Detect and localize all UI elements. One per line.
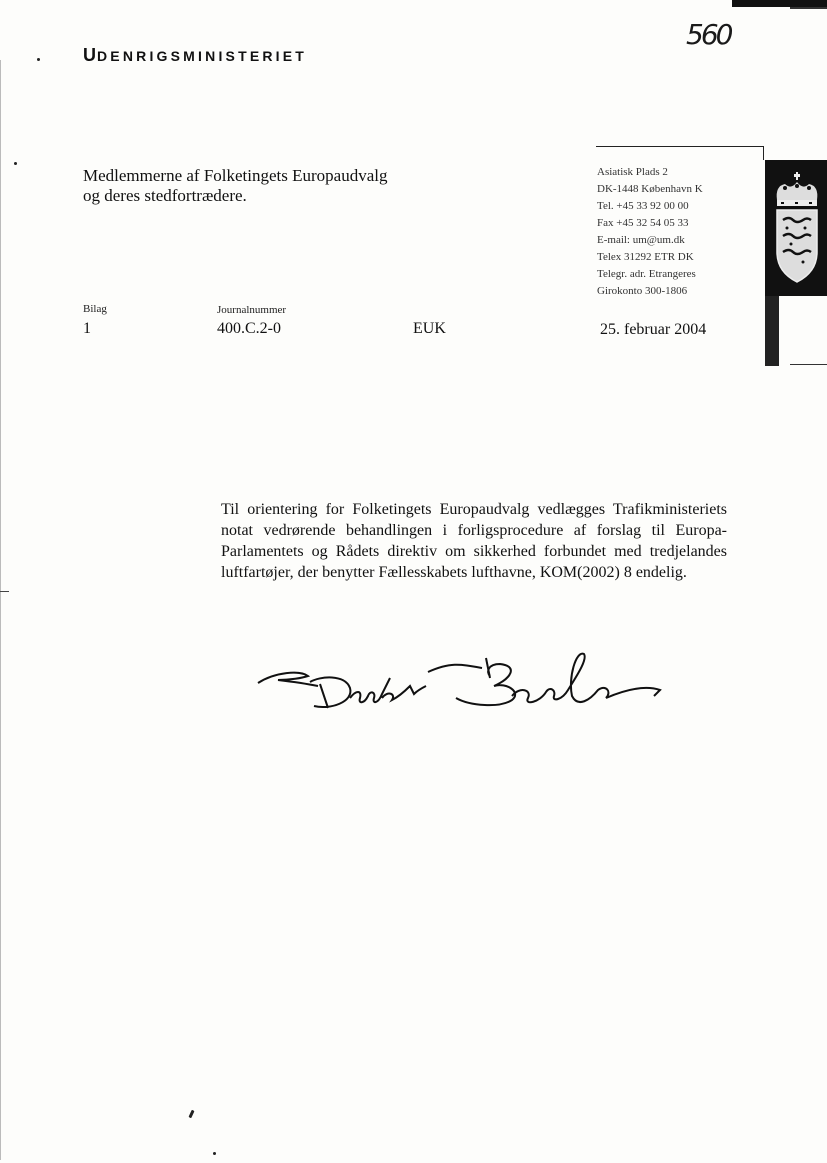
address-telegr: Telegr. adr. Etrangeres [597, 268, 696, 280]
letter-date: 25. februar 2004 [600, 321, 707, 338]
scan-dash-mark [0, 591, 9, 592]
scan-speck [188, 1110, 194, 1119]
royal-crest-icon [771, 172, 823, 290]
scan-speck [14, 162, 17, 165]
address-fax: Fax +45 32 54 05 33 [597, 217, 689, 229]
address-giro: Girokonto 300-1806 [597, 285, 688, 297]
address-tel: Tel. +45 33 92 00 00 [597, 200, 689, 212]
address-telex: Telex 31292 ETR DK [597, 251, 694, 263]
address-city: DK-1448 København K [597, 183, 703, 195]
address-street: Asiatisk Plads 2 [597, 166, 668, 178]
journal-value: 400.C.2-0 [217, 320, 281, 337]
handwritten-page-number: 560 [686, 18, 731, 51]
journal-label: Journalnummer [217, 304, 287, 316]
scan-speck [37, 58, 40, 61]
crest-rule [790, 364, 827, 365]
recipient-line-2: og deres stedfortrædere. [83, 186, 247, 205]
recipient-line-1: Medlemmerne af Folketingets Europaudvalg [83, 166, 388, 185]
office-code: EUK [413, 320, 446, 337]
bilag-label: Bilag [83, 303, 107, 315]
address-rule-tick [763, 146, 764, 160]
scan-speck [213, 1152, 216, 1155]
scan-edge-bar [732, 0, 827, 7]
scan-edge-bar-thin [790, 7, 827, 9]
address-email: E-mail: um@um.dk [597, 234, 685, 246]
address-rule [596, 146, 764, 147]
crest-band-lower [765, 296, 779, 366]
recipient-block [83, 166, 388, 206]
scan-margin-line [0, 60, 1, 1160]
signature-image [250, 650, 670, 725]
letter-body: Til orientering for Folketingets Europaudvalg vedlægges Trafikministeriets notat vedrørende behandlingen i forligsprocedure af forslag til Europa-Parlamentets og Rådets direktiv om sikkerhed forbundet med tredjelandes luftfartøjer, der benytter Fællesskabets lufthavne, KOM(2002) 8 endelig. [221, 501, 727, 581]
ministry-name: UDENRIGSMINISTERIET [83, 45, 308, 65]
bilag-value: 1 [83, 320, 91, 337]
address-block [597, 164, 703, 300]
